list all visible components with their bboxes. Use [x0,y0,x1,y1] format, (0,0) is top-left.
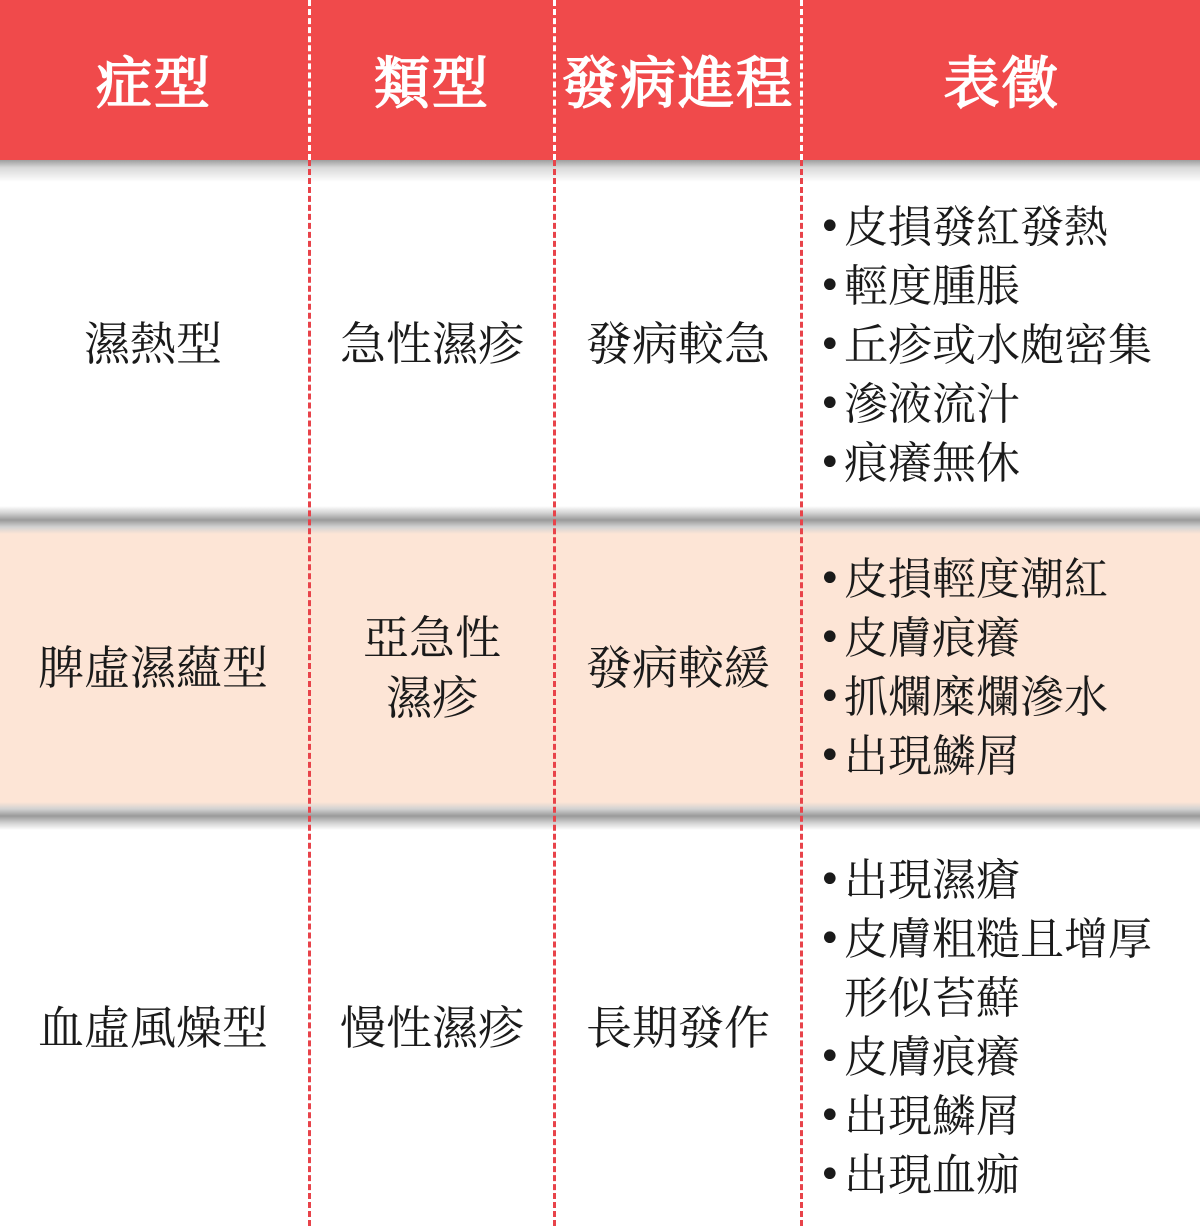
column-divider [308,160,311,1226]
symptom-item [818,316,1198,375]
header-separator [0,160,1200,182]
symptom-item [818,1028,1198,1087]
bullet-icon: • [818,439,842,486]
symptom-item [818,375,1198,434]
symptom-text: 出現鱗屑 [844,731,1020,782]
bullet-icon: • [818,1093,842,1139]
bullet-icon: • [818,321,842,368]
type-cell [312,182,552,506]
symptom-item [818,727,1198,786]
row-separator [0,506,1200,534]
type-line: 濕疹 [386,671,478,725]
header-type: 類型 [374,52,490,117]
symptom-text: 痕癢無休 [844,437,1020,489]
bullet-icon: • [818,615,842,661]
symptom-item [818,1146,1198,1205]
symptom-item [818,609,1198,668]
symptoms-cell [818,196,1198,494]
symptom-text: 皮膚痕癢 [844,613,1020,664]
symptom-text: 丘疹或水皰密集 [844,319,1152,371]
bullet-icon: • [818,203,842,250]
header-progress: 發病進程 [562,52,794,117]
symptoms-cell [818,548,1198,788]
bullet-icon: • [818,556,842,602]
column-divider [553,160,556,1226]
symptom-item [818,969,1198,1028]
symptom-item [818,1087,1198,1146]
symptom-text: 出現血痂 [844,1150,1020,1201]
header-symptoms: 表徵 [943,52,1060,117]
symptom-text: 形似苔蘚 [844,973,1020,1024]
pattern-cell: 血虛風燥型 [38,1001,268,1055]
type-cell [312,830,552,1226]
type-line: 急性濕疹 [340,317,524,371]
column-divider [308,0,311,160]
column-divider [800,0,803,160]
symptom-item [818,668,1198,727]
symptom-text: 皮膚痕癢 [844,1032,1020,1083]
bullet-icon: • [818,857,842,903]
progress-cell: 長期發作 [586,1001,770,1055]
symptoms-cell [818,846,1198,1210]
bullet-icon: • [818,1034,842,1080]
symptom-text: 出現濕瘡 [844,855,1020,906]
progress-cell: 發病較緩 [586,641,770,695]
type-cell [312,534,552,802]
pattern-cell: 脾虛濕蘊型 [38,641,268,695]
pattern-cell: 濕熱型 [84,317,222,371]
symptom-item [818,851,1198,910]
symptom-text: 滲液流汁 [844,378,1020,430]
symptom-text: 輕度腫脹 [844,260,1020,312]
bullet-icon: • [818,916,842,962]
symptom-item [818,550,1198,609]
column-divider [800,160,803,1226]
bullet-icon: • [818,380,842,427]
type-line: 亞急性 [363,611,501,665]
progress-cell: 發病較急 [586,317,770,371]
symptom-item [818,257,1198,316]
symptom-item [818,910,1198,969]
symptom-item [818,434,1198,493]
symptom-text: 皮損發紅發熱 [844,201,1108,253]
symptom-text: 出現鱗屑 [844,1091,1020,1142]
bullet-icon: • [818,674,842,720]
bullet-icon: • [818,733,842,779]
bullet-icon: • [818,1152,842,1198]
column-divider [553,0,556,160]
bullet-icon: • [818,262,842,309]
symptom-text: 皮損輕度潮紅 [844,554,1108,605]
symptom-text: 皮膚粗糙且增厚 [844,914,1152,965]
row-separator [0,802,1200,830]
type-line: 慢性濕疹 [340,1001,524,1055]
symptom-item [818,198,1198,257]
header-pattern: 症型 [96,52,212,117]
symptom-text: 抓爛糜爛滲水 [844,672,1108,723]
